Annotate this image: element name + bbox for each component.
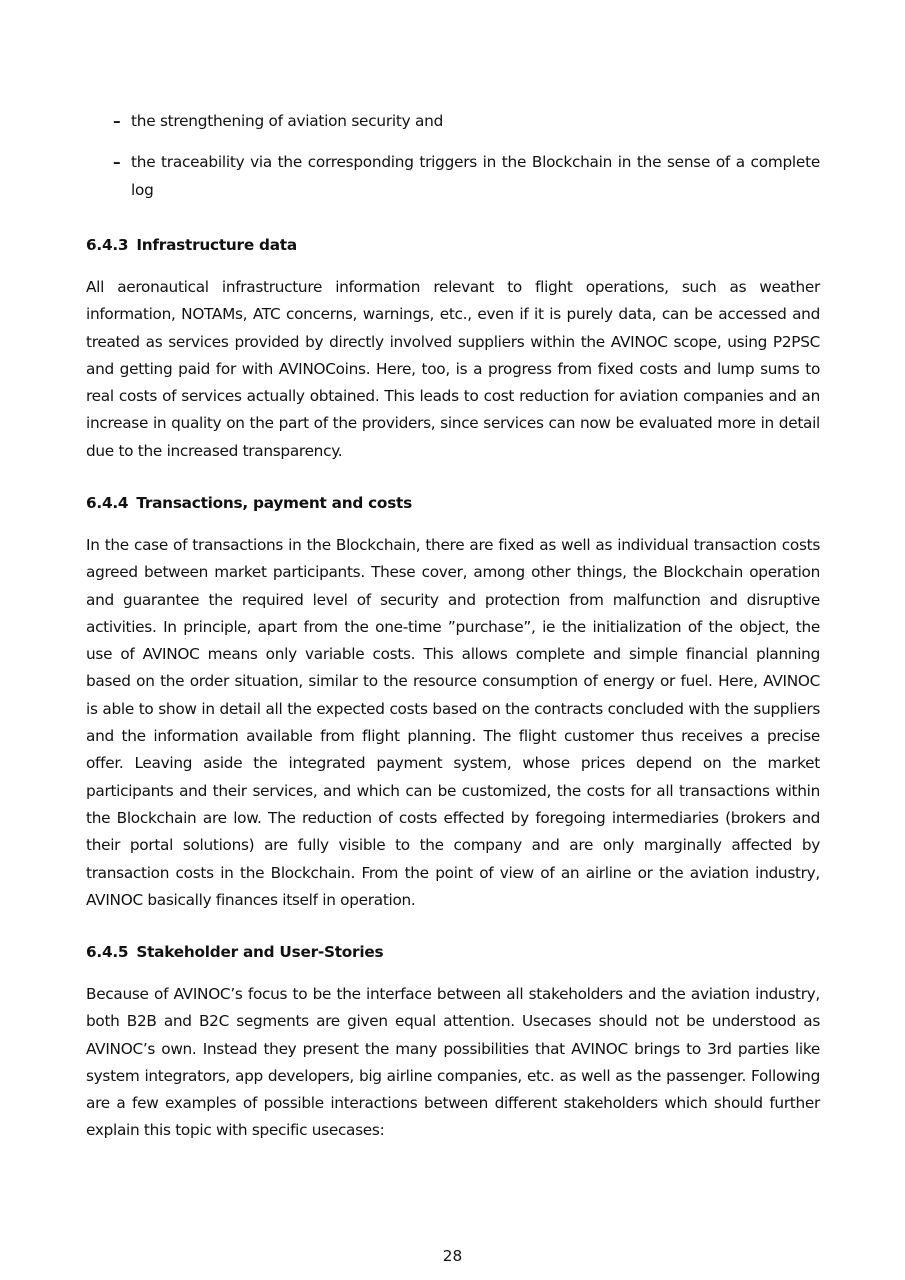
bullet-text: the strengthening of aviation security and [131,112,444,130]
bullet-item [86,108,820,135]
section-number: 6.4.5 [86,943,129,961]
section-heading [86,941,820,963]
section-paragraph: All aeronautical infrastructure information relevant to flight operations, such as weather information, NOTAMs, ATC concerns, warnings, etc., even if it is purely data, can be accessed and treated as services provided by directly involved suppliers within the AVINOC scope, using P2PSC and getting paid for with AVINOCoins. Here, too, is a progress from fixed costs and lump sums to real costs of services actually obtained. This leads to cost reduction for aviation companies and an increase in quality on the part of the providers, since services can now be evaluated more in detail due to the increased transparency. [86,278,820,460]
section-stakeholder-user-stories [86,941,820,1145]
bullet-text: the traceability via the corresponding triggers in the Blockchain in the sense of a complete log [131,153,820,199]
section-paragraph: In the case of transactions in the Blockchain, there are fixed as well as individual transaction costs agreed between market participants. These cover, among other things, the Blockchain operation and guarantee the required level of security and protection from malfunction and disruptive activities. In principle, apart from the one-time ”purchase”, ie the initialization of the object, the use of AVINOC means only variable costs. This allows complete and simple financial planning based on the order situation, similar to the resource consumption of energy or fuel. Here, AVINOC is able to show in detail all the expected costs based on the contracts concluded with the suppliers and the information available from flight planning. The flight customer thus receives a precise offer. Leaving aside the integrated payment system, whose prices depend on the market participants and their services, and which can be customized, the costs for all transactions within the Blockchain are low. The reduction of costs effected by foregoing intermediaries (brokers and their portal solutions) are fully visible to the company and are only marginally affected by transaction costs in the Blockchain. From the point of view of an airline or the aviation industry, AVINOC basically finances itself in operation. [86,536,820,909]
section-number: 6.4.3 [86,236,129,254]
section-title: Stakeholder and User-Stories [136,943,384,961]
section-title: Infrastructure data [136,236,297,254]
section-transactions-payment-costs [86,492,820,914]
dash-marker: – [113,112,121,130]
section-heading [86,234,820,256]
section-title: Transactions, payment and costs [136,494,412,512]
section-infrastructure-data [86,234,820,465]
dash-marker: – [113,153,121,172]
section-number: 6.4.4 [86,494,129,512]
bullet-list [86,108,820,218]
bullet-item [86,149,820,204]
page-number: 28 [442,1247,463,1265]
section-paragraph: Because of AVINOC’s focus to be the interface between all stakeholders and the aviation industry, both B2B and B2C segments are given equal attention. Usecases should not be understood as AVINOC’s own. Instead they present the many possibilities that AVINOC brings to 3rd parties like system integrators, app developers, big airline companies, etc. as well as the passenger. Following are a few examples of possible interactions between different stakeholders which should further explain this topic with specific usecases: [86,985,820,1140]
section-heading [86,492,820,514]
